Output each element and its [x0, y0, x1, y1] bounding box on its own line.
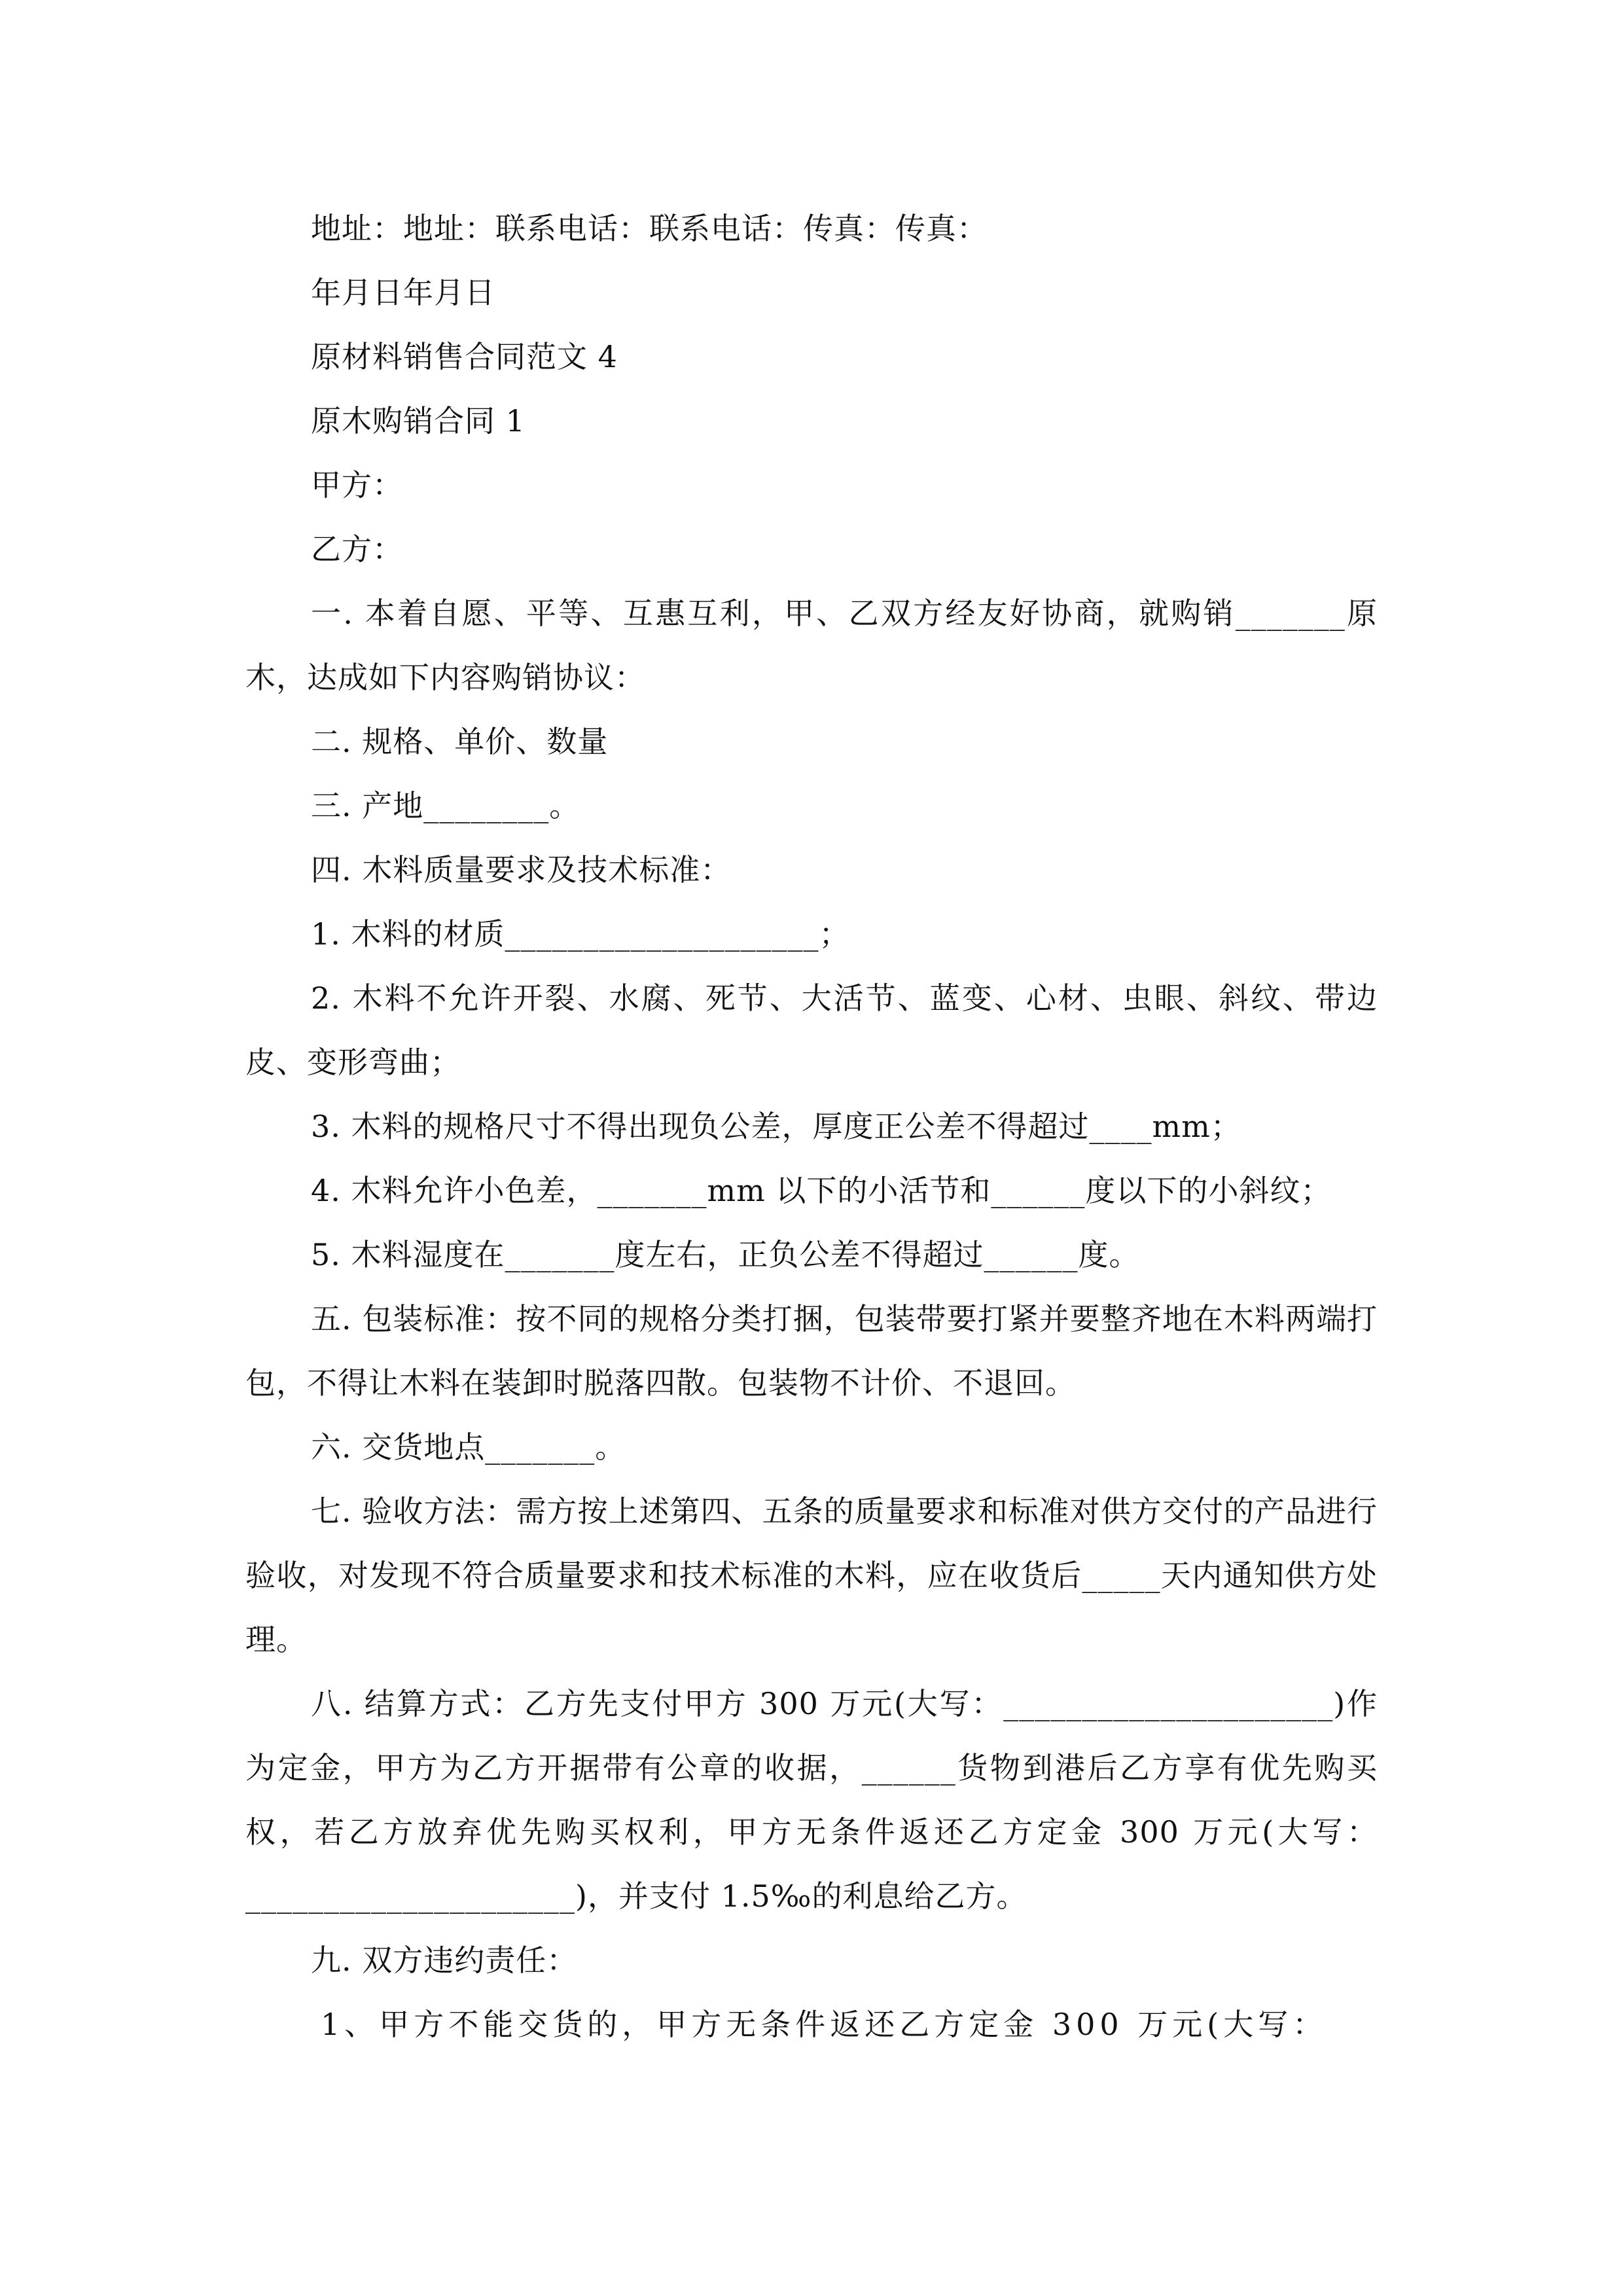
clause-8: 八. 结算方式：乙方先支付甲方 300 万元(大写：_____________________)作为定金，甲方为乙方开据带有公章的收据，______货物到港后乙方享有优先购买权，若乙方放弃优先购买权利，甲方无条件返还乙方定金 300 万元(大写：_____________________)，并支付 1.5‰的利息给乙方。	[245, 1686, 1378, 1914]
clause-9: 九. 双方违约责任：	[311, 1943, 578, 1978]
clause-1: 一. 本着自愿、平等、互惠互利，甲、乙双方经友好协商，就购销_______原木，达成如下内容购销协议：	[245, 596, 1378, 695]
contact-info-line: 地址：地址：联系电话：联系电话：传真：传真：	[311, 211, 988, 246]
party-a-line: 甲方：	[311, 467, 403, 503]
clause-4-item-1: 1. 木料的材质____________________；	[311, 916, 850, 952]
clause-5: 五. 包装标准：按不同的规格分类打捆，包装带要打紧并要整齐地在木料两端打包，不得让木料在装卸时脱落四散。包装物不计价、不退回。	[245, 1301, 1378, 1401]
clause-2: 二. 规格、单价、数量	[311, 724, 609, 759]
clause-9-item-1: 1、甲方不能交货的，甲方无条件返还乙方定金 300 万元(大写：	[321, 2007, 1328, 2042]
clause-4-item-4: 4. 木料允许小色差，_______mm 以下的小活节和______度以下的小斜纹；	[311, 1173, 1332, 1208]
clause-4-item-3: 3. 木料的规格尺寸不得出现负公差，厚度正公差不得超过____mm；	[311, 1109, 1241, 1144]
contract-title: 原木购销合同 1	[311, 403, 526, 439]
clause-6: 六. 交货地点_______。	[311, 1429, 626, 1465]
clause-4-item-2: 2. 木料不允许开裂、水腐、死节、大活节、蓝变、心材、虫眼、斜纹、带边皮、变形弯曲；	[245, 980, 1378, 1080]
clause-4: 四. 木料质量要求及技术标准：	[311, 852, 732, 888]
clause-7: 七. 验收方法：需方按上述第四、五条的质量要求和标准对供方交付的产品进行验收，对发现不符合质量要求和技术标准的木料，应在收货后_____天内通知供方处理。	[245, 1494, 1378, 1657]
date-line: 年月日年月日	[311, 275, 495, 310]
party-b-line: 乙方：	[311, 531, 403, 567]
clause-4-item-5: 5. 木料湿度在_______度左右，正负公差不得超过______度。	[311, 1237, 1140, 1272]
clause-3: 三. 产地________。	[311, 788, 580, 823]
section-heading: 原材料销售合同范文 4	[311, 339, 618, 374]
